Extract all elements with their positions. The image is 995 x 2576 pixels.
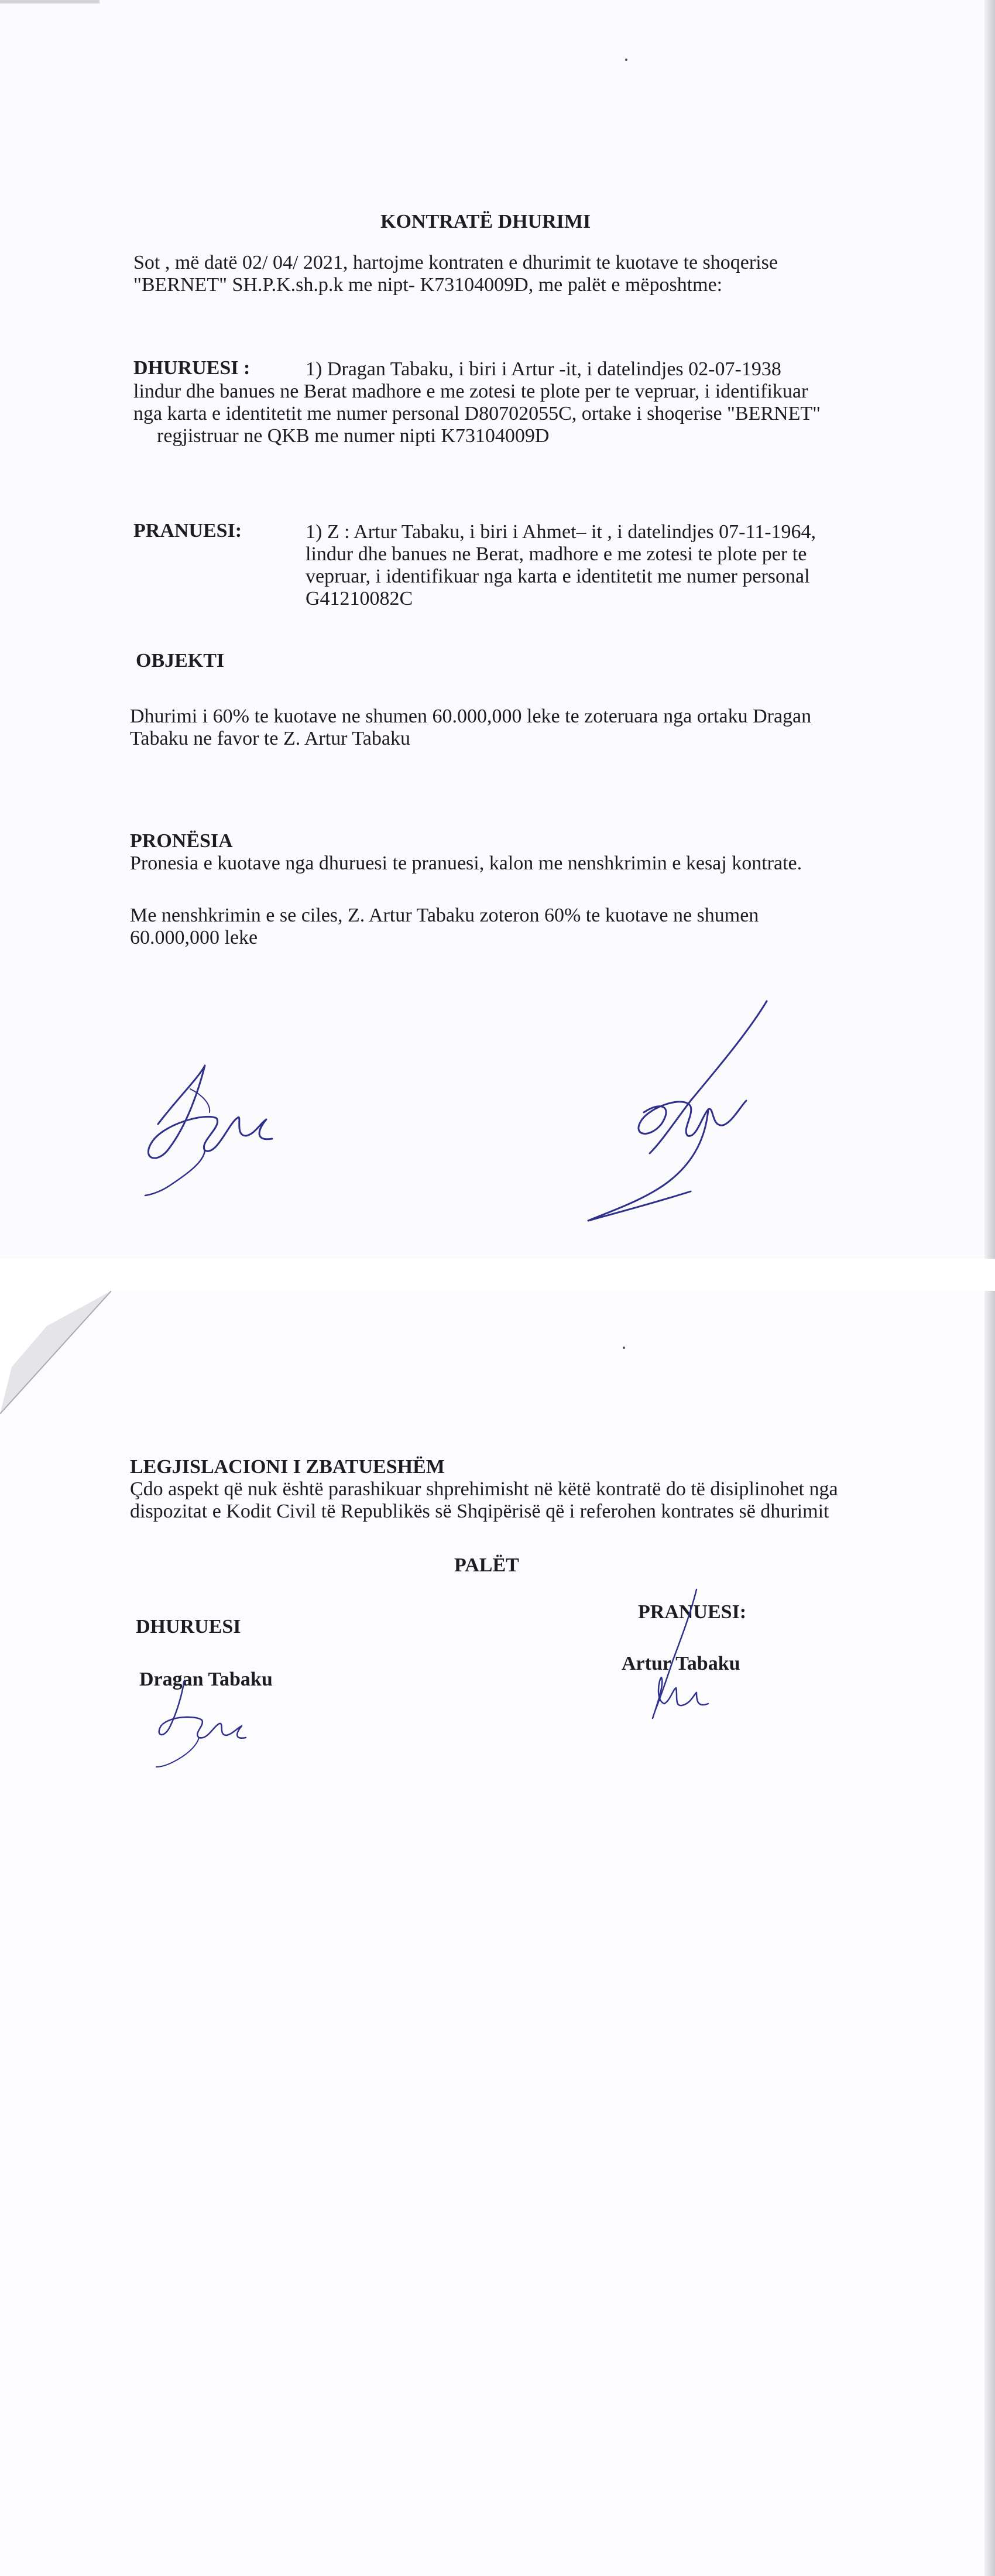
- donor-label: DHURUESI :: [133, 357, 251, 379]
- parties-label: PALËT: [454, 1554, 519, 1576]
- law-line-2: dispozitat e Kodit Civil të Republikës së Shqipërisë që i referohen kontrates së dhurimit: [130, 1501, 829, 1522]
- donor-signature-2: [149, 1674, 255, 1774]
- recipient-label: PRANUESI:: [133, 520, 242, 542]
- intro-line-2: "BERNET" SH.P.K.sh.p.k me nipt- K73104009D, me palët e mëposhtme:: [133, 274, 723, 296]
- page-shadow: [984, 1291, 995, 2576]
- scan-speck: [625, 59, 627, 61]
- recipient-line-1: 1) Z : Artur Tabaku, i biri i Ahmet– it , i datelindjes 07-11-1964,: [306, 521, 816, 543]
- recipient-signature: [574, 989, 784, 1241]
- contract-page-2: [0, 1291, 995, 2576]
- ownership-line-1: Me nenshkrimin e se ciles, Z. Artur Tabaku zoteron 60% te kuotave ne shumen: [130, 905, 759, 926]
- donor-name: Dragan Tabaku: [139, 1669, 273, 1690]
- intro-line-1: Sot , më datë 02/ 04/ 2021, hartojme kontraten e dhurimit te kuotave te shoqerise: [133, 252, 778, 273]
- page-shadow: [984, 0, 995, 1259]
- law-line-1: Çdo aspekt që nuk është parashikuar shprehimisht në këtë kontratë do të disiplinohet nga: [130, 1478, 838, 1500]
- ownership-line-2: 60.000,000 leke: [130, 927, 258, 948]
- donor-line-3: nga karta e identitetit me numer personal D80702055C, ortake i shoqerise "BERNET": [133, 403, 821, 424]
- object-line-2: Tabaku ne favor te Z. Artur Tabaku: [130, 728, 410, 749]
- donor-signature: [135, 1054, 287, 1200]
- ownership-text: Pronesia e kuotave nga dhuruesi te pranuesi, kalon me nenshkrimin e kesaj kontrate.: [130, 852, 802, 874]
- recipient-line-2: lindur dhe banues ne Berat, madhore e me zotesi te plote per te: [306, 543, 807, 565]
- contract-page-1: [0, 0, 995, 1259]
- donor-line-4: regjistruar ne QKB me numer nipti K73104009D: [157, 425, 550, 447]
- recipient-line-4: G41210082C: [306, 588, 413, 609]
- donor-line-2: lindur dhe banues ne Berat madhore e me zotesi te plote per te vepruar, i identifikuar: [133, 381, 808, 402]
- donor-line-1: 1) Dragan Tabaku, i biri i Artur -it, i datelindjes 02-07-1938: [306, 358, 781, 380]
- page-gap: [0, 1259, 995, 1291]
- folded-corner: [0, 1291, 111, 1414]
- object-line-1: Dhurimi i 60% te kuotave ne shumen 60.000,000 leke te zoteruara nga ortaku Dragan: [130, 705, 812, 727]
- recipient-name: Artur Tabaku: [622, 1653, 740, 1674]
- recipient-line-3: vepruar, i identifikuar nga karta e identitetit me numer personal: [306, 566, 810, 587]
- page-edge: [0, 0, 100, 4]
- ownership-label: PRONËSIA: [130, 830, 233, 852]
- scan-speck: [623, 1347, 625, 1349]
- object-label: OBJEKTI: [136, 650, 225, 672]
- recipient-signature-2: [609, 1584, 743, 1748]
- donor-label: DHURUESI: [136, 1616, 241, 1638]
- contract-title: KONTRATË DHURIMI: [380, 211, 591, 232]
- recipient-label: PRANUESI:: [638, 1601, 747, 1623]
- law-label: LEGJISLACIONI I ZBATUESHËM: [130, 1456, 445, 1478]
